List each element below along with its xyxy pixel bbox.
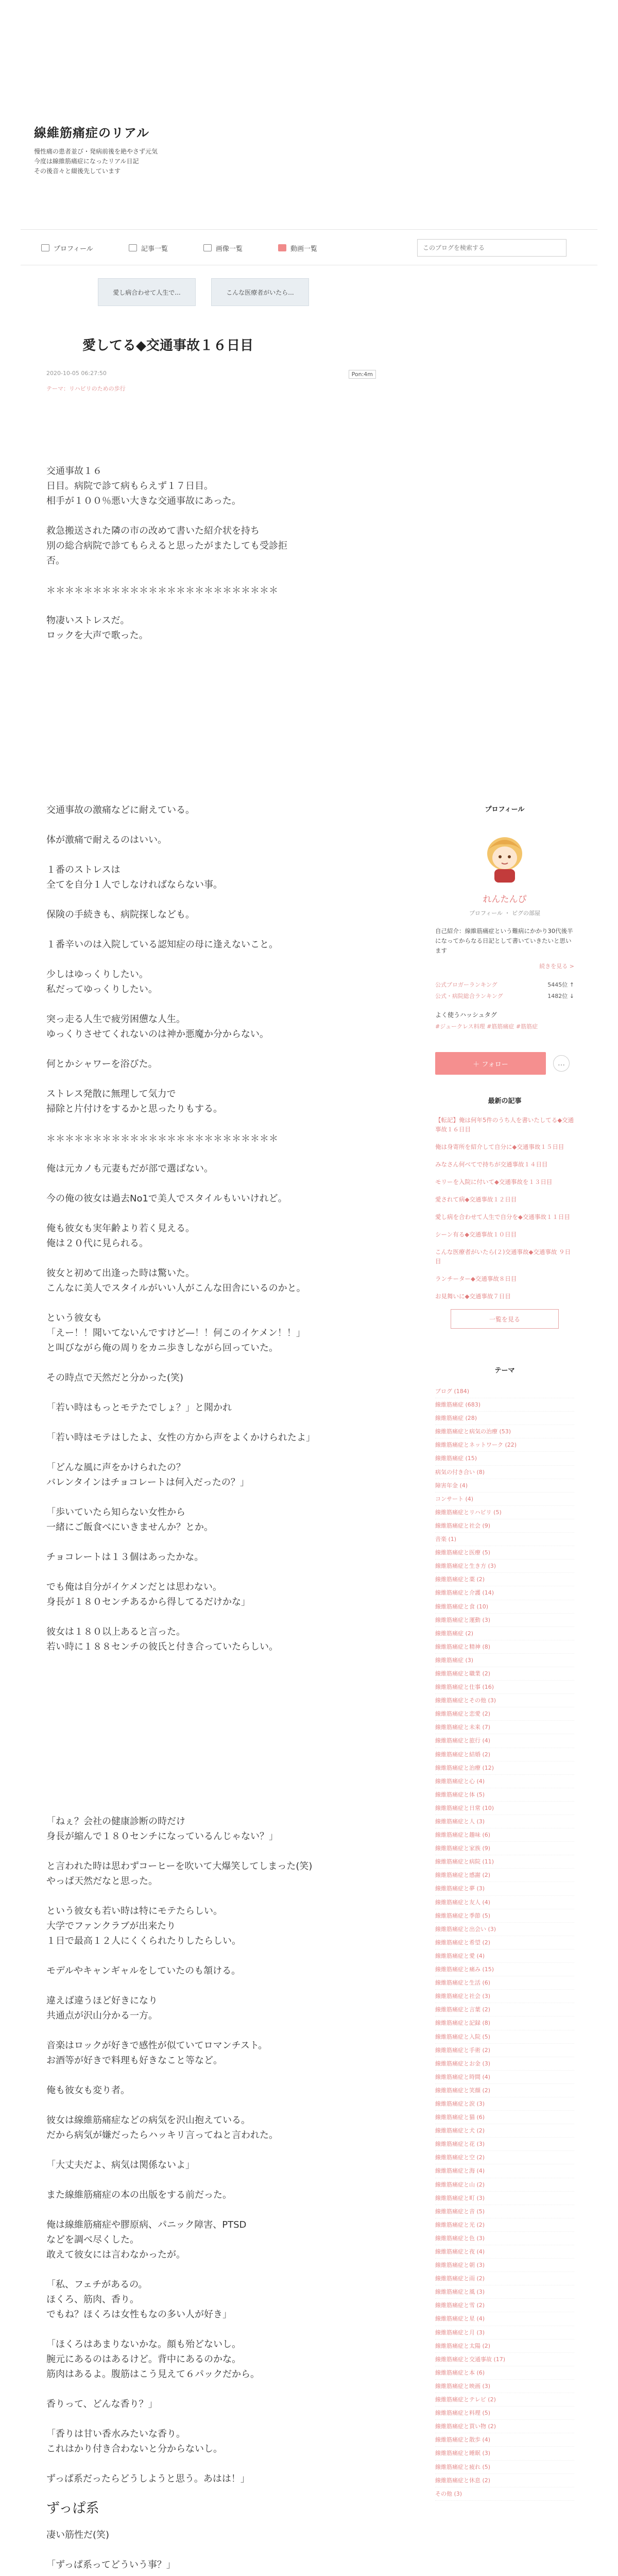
theme-link[interactable]: 線維筋痛症と体 (5)	[435, 1788, 574, 1802]
theme-link[interactable]: 線維筋痛症と空 (2)	[435, 2151, 574, 2164]
theme-link[interactable]: 線維筋痛症と社会 (9)	[435, 1519, 574, 1533]
article-paragraph: 香りって、どんな香り？」	[46, 2399, 158, 2410]
theme-link[interactable]: 線維筋痛症と薬 (2)	[435, 1573, 574, 1586]
nav-videos[interactable]	[278, 242, 317, 254]
recent-more-button[interactable]: 一覧を見る	[451, 1309, 559, 1329]
video-icon	[278, 244, 286, 251]
theme-link[interactable]: 線維筋痛症と言葉 (2)	[435, 2003, 574, 2016]
theme-link[interactable]: 線維筋痛症とお金 (3)	[435, 2057, 574, 2071]
profile-text: 自己紹介：線維筋痛症という難病にかかり30代後半になってからなる日記として書いていきたいと思います	[435, 927, 573, 954]
theme-link[interactable]: 線維筋痛症と生き方 (3)	[435, 1560, 574, 1573]
theme-link[interactable]: 線維筋痛症と病気の治療 (53)	[435, 1425, 574, 1438]
theme-link[interactable]: 線維筋痛症 (683)	[435, 1398, 574, 1412]
theme-link[interactable]: 線維筋痛症と光 (2)	[435, 2218, 574, 2232]
article-paragraph: 「ねぇ？会社の健康診断の時だけ 身長が縮んで１８０センチになっているんじゃない？」	[46, 1816, 278, 1842]
sidebar	[435, 804, 574, 2501]
theme-link[interactable]: 線維筋痛症と記録 (8)	[435, 2016, 574, 2030]
article-paragraph: ストレス発散に無理して気力で 掃除と片付けをするかと思ったりもする。	[46, 1089, 222, 1114]
theme-link[interactable]: 線維筋痛症と仕事 (16)	[435, 1681, 574, 1694]
article-paragraph: 少しはゆっくりしたい。 私だってゆっくりしたい。	[46, 969, 158, 995]
article-paragraph: 体が激痛で耐えるのはいい。	[46, 835, 167, 845]
recent-article-link[interactable]: 【転記】俺は何年5件のうち人を書いたしてる◆交通事故１６日目	[435, 1116, 574, 1133]
article-paragraph: ずっぱ系だったらどうしようと思う。あはは！」	[46, 2473, 250, 2484]
avatar[interactable]	[474, 824, 536, 886]
theme-link[interactable]: 線維筋痛症と日常 (10)	[435, 1802, 574, 1815]
person-icon	[41, 244, 49, 251]
theme-link[interactable]: 線維筋痛症と旅行 (4)	[435, 1734, 574, 1748]
article-paragraph: 保険の手続きも、病院探しなども。	[46, 909, 195, 920]
theme-link[interactable]: 線維筋痛症と本 (6)	[435, 2366, 574, 2380]
profile-links[interactable]: プロフィール ・ ピグの部屋	[469, 910, 540, 917]
article-title[interactable]: 愛してる◆交通事故１６日目	[82, 338, 253, 353]
article-paragraph: 物凄いストレスだ。 ロックを大声で歌った。	[46, 615, 148, 641]
site-description-line: 慢性痛の患者並び・発病前後を絶やさず元気	[34, 148, 158, 155]
theme-link[interactable]: 線維筋痛症 (2)	[435, 1627, 574, 1640]
hashtag-heading: よく使うハッシュタグ	[435, 1011, 497, 1019]
global-nav	[21, 229, 597, 265]
theme-link[interactable]: 線維筋痛症と季節 (5)	[435, 1909, 574, 1923]
theme-link[interactable]: 線維筋痛症と家族 (9)	[435, 1842, 574, 1855]
article-paragraph: でも俺は自分がイケメンだとは思わない。 身長が１８０センチあるから得してるだけかな」	[46, 1582, 250, 1607]
article-paragraph: 俺も彼女も実年齢より若く見える。 俺は２０代に見られる。	[46, 1223, 195, 1249]
theme-link[interactable]: 線維筋痛症と趣味 (6)	[435, 1828, 574, 1842]
article-paragraph: という彼女も 「えー！！聞いてないんですけど—！！何このイケメン！！」 と叫びながら俺の周りをカニ歩きしながら回っていた。	[46, 1313, 305, 1353]
theme-link[interactable]: 線維筋痛症と社会 (3)	[435, 1990, 574, 2003]
theme-link[interactable]: 線維筋痛症と星 (4)	[435, 2312, 574, 2326]
theme-link[interactable]: 線維筋痛症と太陽 (2)	[435, 2340, 574, 2353]
theme-link[interactable]: コンサート (4)	[435, 1493, 574, 1506]
article-paragraph: 交通事故の激痛などに耐えている。	[46, 805, 195, 816]
article-paragraph: 俺は元カノも元妻もだが部で選ばない。	[46, 1163, 213, 1174]
article-category-link[interactable]: テーマ：リハビリのための歩行	[46, 385, 126, 392]
theme-link[interactable]: 線維筋痛症 (28)	[435, 1412, 574, 1425]
theme-link[interactable]: 病気の付き合い (8)	[435, 1466, 574, 1479]
theme-link[interactable]: 線維筋痛症とその他 (3)	[435, 1694, 574, 1707]
nav-label: プロフィール	[54, 245, 93, 253]
recent-article-link[interactable]: みなさん何べてで持ちが交通事故１４日目	[435, 1161, 548, 1168]
article-paragraph: ＊＊＊＊＊＊＊＊＊＊＊＊＊＊＊＊＊＊＊＊＊＊＊＊＊	[46, 585, 278, 596]
article-paragraph: その時点で天然だと分かった(笑)	[46, 1372, 184, 1383]
article-paragraph: ＊＊＊＊＊＊＊＊＊＊＊＊＊＊＊＊＊＊＊＊＊＊＊＊＊	[46, 1133, 278, 1144]
theme-link[interactable]: 線維筋痛症と雪 (2)	[435, 2299, 574, 2312]
nav-label: 動画一覧	[290, 245, 318, 253]
theme-link[interactable]: 線維筋痛症と病院 (11)	[435, 1855, 574, 1869]
theme-link[interactable]: 線維筋痛症と雨 (2)	[435, 2272, 574, 2285]
nav-profile[interactable]	[41, 242, 93, 254]
theme-link[interactable]: 線維筋痛症と猫 (6)	[435, 2111, 574, 2124]
article-paragraph: 彼女は線維筋痛症などの病気を沢山抱えている。 だから病気が嫌だったらハッキリ言ってねと言われた。	[46, 2115, 278, 2141]
theme-link[interactable]: 線維筋痛症とリハビリ (5)	[435, 1506, 574, 1519]
nav-articles[interactable]	[129, 242, 168, 254]
theme-link[interactable]: 線維筋痛症 (3)	[435, 1654, 574, 1667]
theme-link[interactable]: 障害年金 (4)	[435, 1479, 574, 1493]
theme-link[interactable]: 線維筋痛症と入院 (5)	[435, 2030, 574, 2044]
article-paragraph: 彼女と初めて出逢った時は驚いた。 こんなに美人でスタイルがいい人がこんな田舎にいるのかと。	[46, 1268, 306, 1294]
article-paragraph: 俺も彼女も変り者。	[46, 2085, 130, 2096]
theme-link[interactable]: 線維筋痛症と買い物 (2)	[435, 2420, 574, 2433]
site-description	[34, 147, 240, 176]
recent-article-link[interactable]: モリーを入院に付いて◆交通事故を１３日目	[435, 1178, 553, 1185]
theme-link[interactable]: 線維筋痛症と町 (3)	[435, 2192, 574, 2205]
theme-link[interactable]: 線維筋痛症と海 (4)	[435, 2164, 574, 2178]
hashtag-list[interactable]: #ジュークレス料理 #筋筋痛症 #筋筋症	[435, 1023, 538, 1030]
recent-article-link[interactable]: シーン有る◆交通事故１０日目	[435, 1231, 517, 1238]
recent-article-link[interactable]: お見舞いに◆交通事故７日目	[435, 1293, 511, 1300]
article-paragraph: 交通事故１６ 日目。病院で診て病もらえず１７日目。 相手が１００％悪い大きな交通事故にあった。	[46, 466, 241, 506]
more-options-button[interactable]: …	[553, 1055, 570, 1072]
theme-link[interactable]: 線維筋痛症と出会い (3)	[435, 1923, 574, 1936]
theme-link[interactable]: 線維筋痛症と笑顔 (2)	[435, 2084, 574, 2097]
article-paragraph: 「歩いていたら知らない女性から 一緒にご飯食べにいきませんか？とか。	[46, 1507, 213, 1533]
ranking-value: 1482位 ↓	[547, 993, 574, 999]
theme-link[interactable]: 線維筋痛症と色 (3)	[435, 2232, 574, 2245]
article-paragraph: また線維筋痛症の本の出版をする前だった。	[46, 2190, 232, 2200]
recent-article-link[interactable]: ランチーター◆交通事故８日目	[435, 1275, 517, 1282]
theme-link[interactable]: 線維筋痛症と愛 (4)	[435, 1950, 574, 1963]
theme-link[interactable]: 線維筋痛症と精神 (8)	[435, 1640, 574, 1654]
theme-link[interactable]: 線維筋痛症と希望 (2)	[435, 1936, 574, 1950]
pager-prev-button[interactable]: 愛し病合わせて人生で...	[98, 278, 196, 306]
article-paragraph: 「香りは甘い香水みたいな香り。 これはかり付き合わないと分からないし。	[46, 2429, 222, 2454]
theme-link[interactable]: 線維筋痛症とテレビ (2)	[435, 2393, 574, 2406]
theme-link[interactable]: 線維筋痛症と生活 (6)	[435, 1976, 574, 1990]
theme-list	[435, 1385, 574, 2501]
ranking-label: 公式・病院総合ランキング	[435, 993, 503, 999]
article-paragraph: 彼女は１８０以上あると言った。 若い時に１８８センチの彼氏と付き合っていたらしい。	[46, 1626, 278, 1652]
article-paragraph: 「若い時はもっとモテたでしょ？」と聞かれ	[46, 1402, 232, 1413]
article-paragraph: 「若い時はモテはしたよ、女性の方から声をよくかけられたよ」	[46, 1432, 315, 1443]
theme-link[interactable]: 線維筋痛症と友人 (4)	[435, 1896, 574, 1909]
article-body	[46, 464, 376, 2576]
article-paragraph: 突っ走る人生で疲労困憊な人生。 ゆっくりさせてくれないのは神か悪魔か分からない。	[46, 1014, 269, 1040]
theme-link[interactable]: 線維筋痛症と月 (3)	[435, 2326, 574, 2340]
article-paragraph: 凄い筋性だ(笑)	[46, 2530, 110, 2540]
favorite-button[interactable]: Pon:4m	[349, 370, 376, 379]
article-paragraph: 「私、フェチがあるの。 ほくろ、筋肉、香り。 でもね？ほくろは女性もなの多い人が好き」	[46, 2279, 232, 2320]
theme-link[interactable]: 線維筋痛症と休息 (2)	[435, 2474, 574, 2487]
article-paragraph: 今の俺の彼女は過去No1で美人でスタイルもいいけれど。	[46, 1193, 287, 1204]
theme-link[interactable]: 線維筋痛症と時間 (4)	[435, 2071, 574, 2084]
theme-link[interactable]: 線維筋痛症と未来 (7)	[435, 1721, 574, 1734]
nav-label: 画像一覧	[216, 245, 243, 253]
theme-link[interactable]: ブログ (184)	[435, 1385, 574, 1398]
site-description-line: その後音々と綴後先しています	[34, 167, 121, 175]
theme-heading: テーマ	[494, 1367, 515, 1375]
theme-link[interactable]: 線維筋痛症と夢 (3)	[435, 1882, 574, 1895]
article-subheading: ずっぱ系	[46, 2501, 99, 2516]
article-paragraph: 俺は線維筋痛症や膠原病、パニック障害、PTSD などを調べ尽くした。 敢えて彼女には言わなかったが。	[46, 2219, 247, 2260]
ranking-label: 公式ブロガーランキング	[435, 981, 497, 988]
site-description-line: 今度は線維筋痛症になったリアル日記	[34, 158, 139, 165]
theme-link[interactable]: 線維筋痛症と散歩 (4)	[435, 2433, 574, 2447]
list-icon	[129, 244, 137, 251]
theme-link[interactable]: 線維筋痛症と風 (3)	[435, 2285, 574, 2299]
article-paragraph: という彼女も若い時は特にモテたらしい。 大学でファンクラブが出来たり １日で最高１２人にくくられたりしたらしい。	[46, 1906, 241, 1946]
theme-link[interactable]: 線維筋痛症と運動 (3)	[435, 1614, 574, 1627]
article-paragraph: 「ほくろはあまりないかな。顔も殆どないし。 腕元にあるのはあるけど。背中にあるのかな。 筋肉はあるよ。腹筋はこう見えて６パックだから。	[46, 2339, 260, 2380]
image-icon	[203, 244, 212, 251]
theme-link[interactable]: 線維筋痛症と感謝 (2)	[435, 1869, 574, 1882]
theme-link[interactable]: 線維筋痛症と痛み (15)	[435, 1963, 574, 1976]
ranking-row[interactable]	[435, 979, 574, 991]
theme-link[interactable]: 線維筋痛症と手術 (2)	[435, 2044, 574, 2057]
follow-button[interactable]: ＋ フォロー	[435, 1052, 546, 1075]
theme-link[interactable]: 線維筋痛症 (15)	[435, 1452, 574, 1465]
article-paragraph: １番のストレスは 全てを自分１人でしなければならない事。	[46, 865, 222, 890]
theme-link[interactable]: 線維筋痛症と介護 (14)	[435, 1586, 574, 1600]
profile-more-link[interactable]: 続きを見る >	[539, 963, 574, 970]
theme-link[interactable]: 線維筋痛症と犬 (2)	[435, 2124, 574, 2138]
avatar-illustration	[474, 824, 536, 886]
theme-link[interactable]: 音楽 (1)	[435, 1533, 574, 1546]
recent-article-link[interactable]: 俺は身寄所を紹介して自分に◆交通事故１５日目	[435, 1143, 564, 1150]
theme-link[interactable]: 線維筋痛症と音 (5)	[435, 2205, 574, 2218]
theme-link[interactable]: 線維筋痛症と山 (2)	[435, 2178, 574, 2192]
article-paragraph: 救急搬送された隣の市の改めて書いた紹介状を持ち 別の総合病院で診てもらえると思ったがまたしても受診拒 否。	[46, 526, 287, 566]
recent-article-link[interactable]: 愛されて病◆交通事故１２日目	[435, 1196, 517, 1203]
article-paragraph: 違えば違うほど好きになり 共通点が沢山分かる一方。	[46, 1995, 158, 2021]
theme-link[interactable]: 線維筋痛症と夜 (4)	[435, 2245, 574, 2259]
article-paragraph: と言われた時は思わずコーヒーを吹いて大爆笑してしまった(笑) やっぱ天然だなと思った。	[46, 1861, 313, 1887]
profile-name[interactable]: れんたんぴ	[483, 894, 527, 905]
theme-link[interactable]: 線維筋痛症と交通事故 (17)	[435, 2353, 574, 2366]
search-input[interactable]	[417, 239, 566, 257]
theme-link[interactable]: 線維筋痛症と涙 (3)	[435, 2097, 574, 2111]
theme-link[interactable]: 線維筋痛症と花 (3)	[435, 2138, 574, 2151]
profile-heading: プロフィール	[485, 806, 525, 814]
recent-heading: 最新の記事	[488, 1097, 522, 1105]
article-paragraph: 「どんな風に声をかけられたの？ バレンタインはチョコレートは何入だったの？」	[46, 1462, 249, 1488]
theme-link[interactable]: 線維筋痛症と睡眠 (3)	[435, 2447, 574, 2460]
theme-link[interactable]: 線維筋痛症と食 (10)	[435, 1600, 574, 1614]
article-paragraph: 「ずっぱ系ってどういう事？」	[46, 2560, 176, 2570]
ranking-row[interactable]	[435, 991, 574, 1002]
theme-link[interactable]: 線維筋痛症と治療 (12)	[435, 1761, 574, 1775]
site-header	[0, 0, 618, 227]
theme-link[interactable]: 線維筋痛症と映画 (3)	[435, 2380, 574, 2393]
article-date: 2020-10-05 06:27:50	[46, 370, 107, 377]
pager-next-button[interactable]: こんな医療者がいたら...	[211, 278, 309, 306]
recent-article-link[interactable]: 愛し病を合わせて人生で自分を◆交通事故１１日目	[435, 1213, 570, 1221]
theme-link[interactable]: 線維筋痛症と職業 (2)	[435, 1667, 574, 1681]
follow-row	[435, 1052, 574, 1075]
article-paragraph: 何とかシャワーを浴びた。	[46, 1059, 158, 1070]
theme-link[interactable]: 線維筋痛症と疲れ (5)	[435, 2461, 574, 2474]
theme-link[interactable]: 線維筋痛症と朝 (3)	[435, 2259, 574, 2272]
theme-link[interactable]: その他 (3)	[435, 2487, 574, 2501]
nav-label: 記事一覧	[141, 245, 168, 253]
theme-link[interactable]: 線維筋痛症と料理 (5)	[435, 2406, 574, 2420]
recent-article-link[interactable]: こんな医療者がいたら(２)交通事故◆交通事故 ９日目	[435, 1248, 571, 1265]
theme-link[interactable]: 線維筋痛症と結婚 (2)	[435, 1748, 574, 1761]
site-title[interactable]: 線維筋痛症のリアル	[34, 126, 150, 140]
recent-list	[435, 1115, 574, 1301]
article-paragraph: 「大丈夫だよ、病気は関係ないよ」	[46, 2160, 195, 2171]
theme-link[interactable]: 線維筋痛症とネットワーク (22)	[435, 1438, 574, 1452]
article-paragraph: チョコレートは１３個はあったかな。	[46, 1552, 204, 1563]
article-paragraph: モデルやキャンギャルをしていたのも頷ける。	[46, 1965, 241, 1976]
ranking-value: 5445位 ↑	[547, 981, 574, 988]
nav-images[interactable]	[203, 242, 243, 254]
theme-link[interactable]: 線維筋痛症と心 (4)	[435, 1775, 574, 1788]
theme-link[interactable]: 線維筋痛症と人 (3)	[435, 1815, 574, 1828]
theme-link[interactable]: 線維筋痛症と医療 (5)	[435, 1546, 574, 1560]
article-paragraph: １番辛いのは入院している認知症の母に逢えないこと。	[46, 939, 278, 950]
theme-link[interactable]: 線維筋痛症と恋愛 (2)	[435, 1707, 574, 1721]
article-paragraph: 音楽はロックが好きで感性が似ていてロマンチスト。 お酒等が好きで料理も好きなこと等など。	[46, 2040, 268, 2066]
